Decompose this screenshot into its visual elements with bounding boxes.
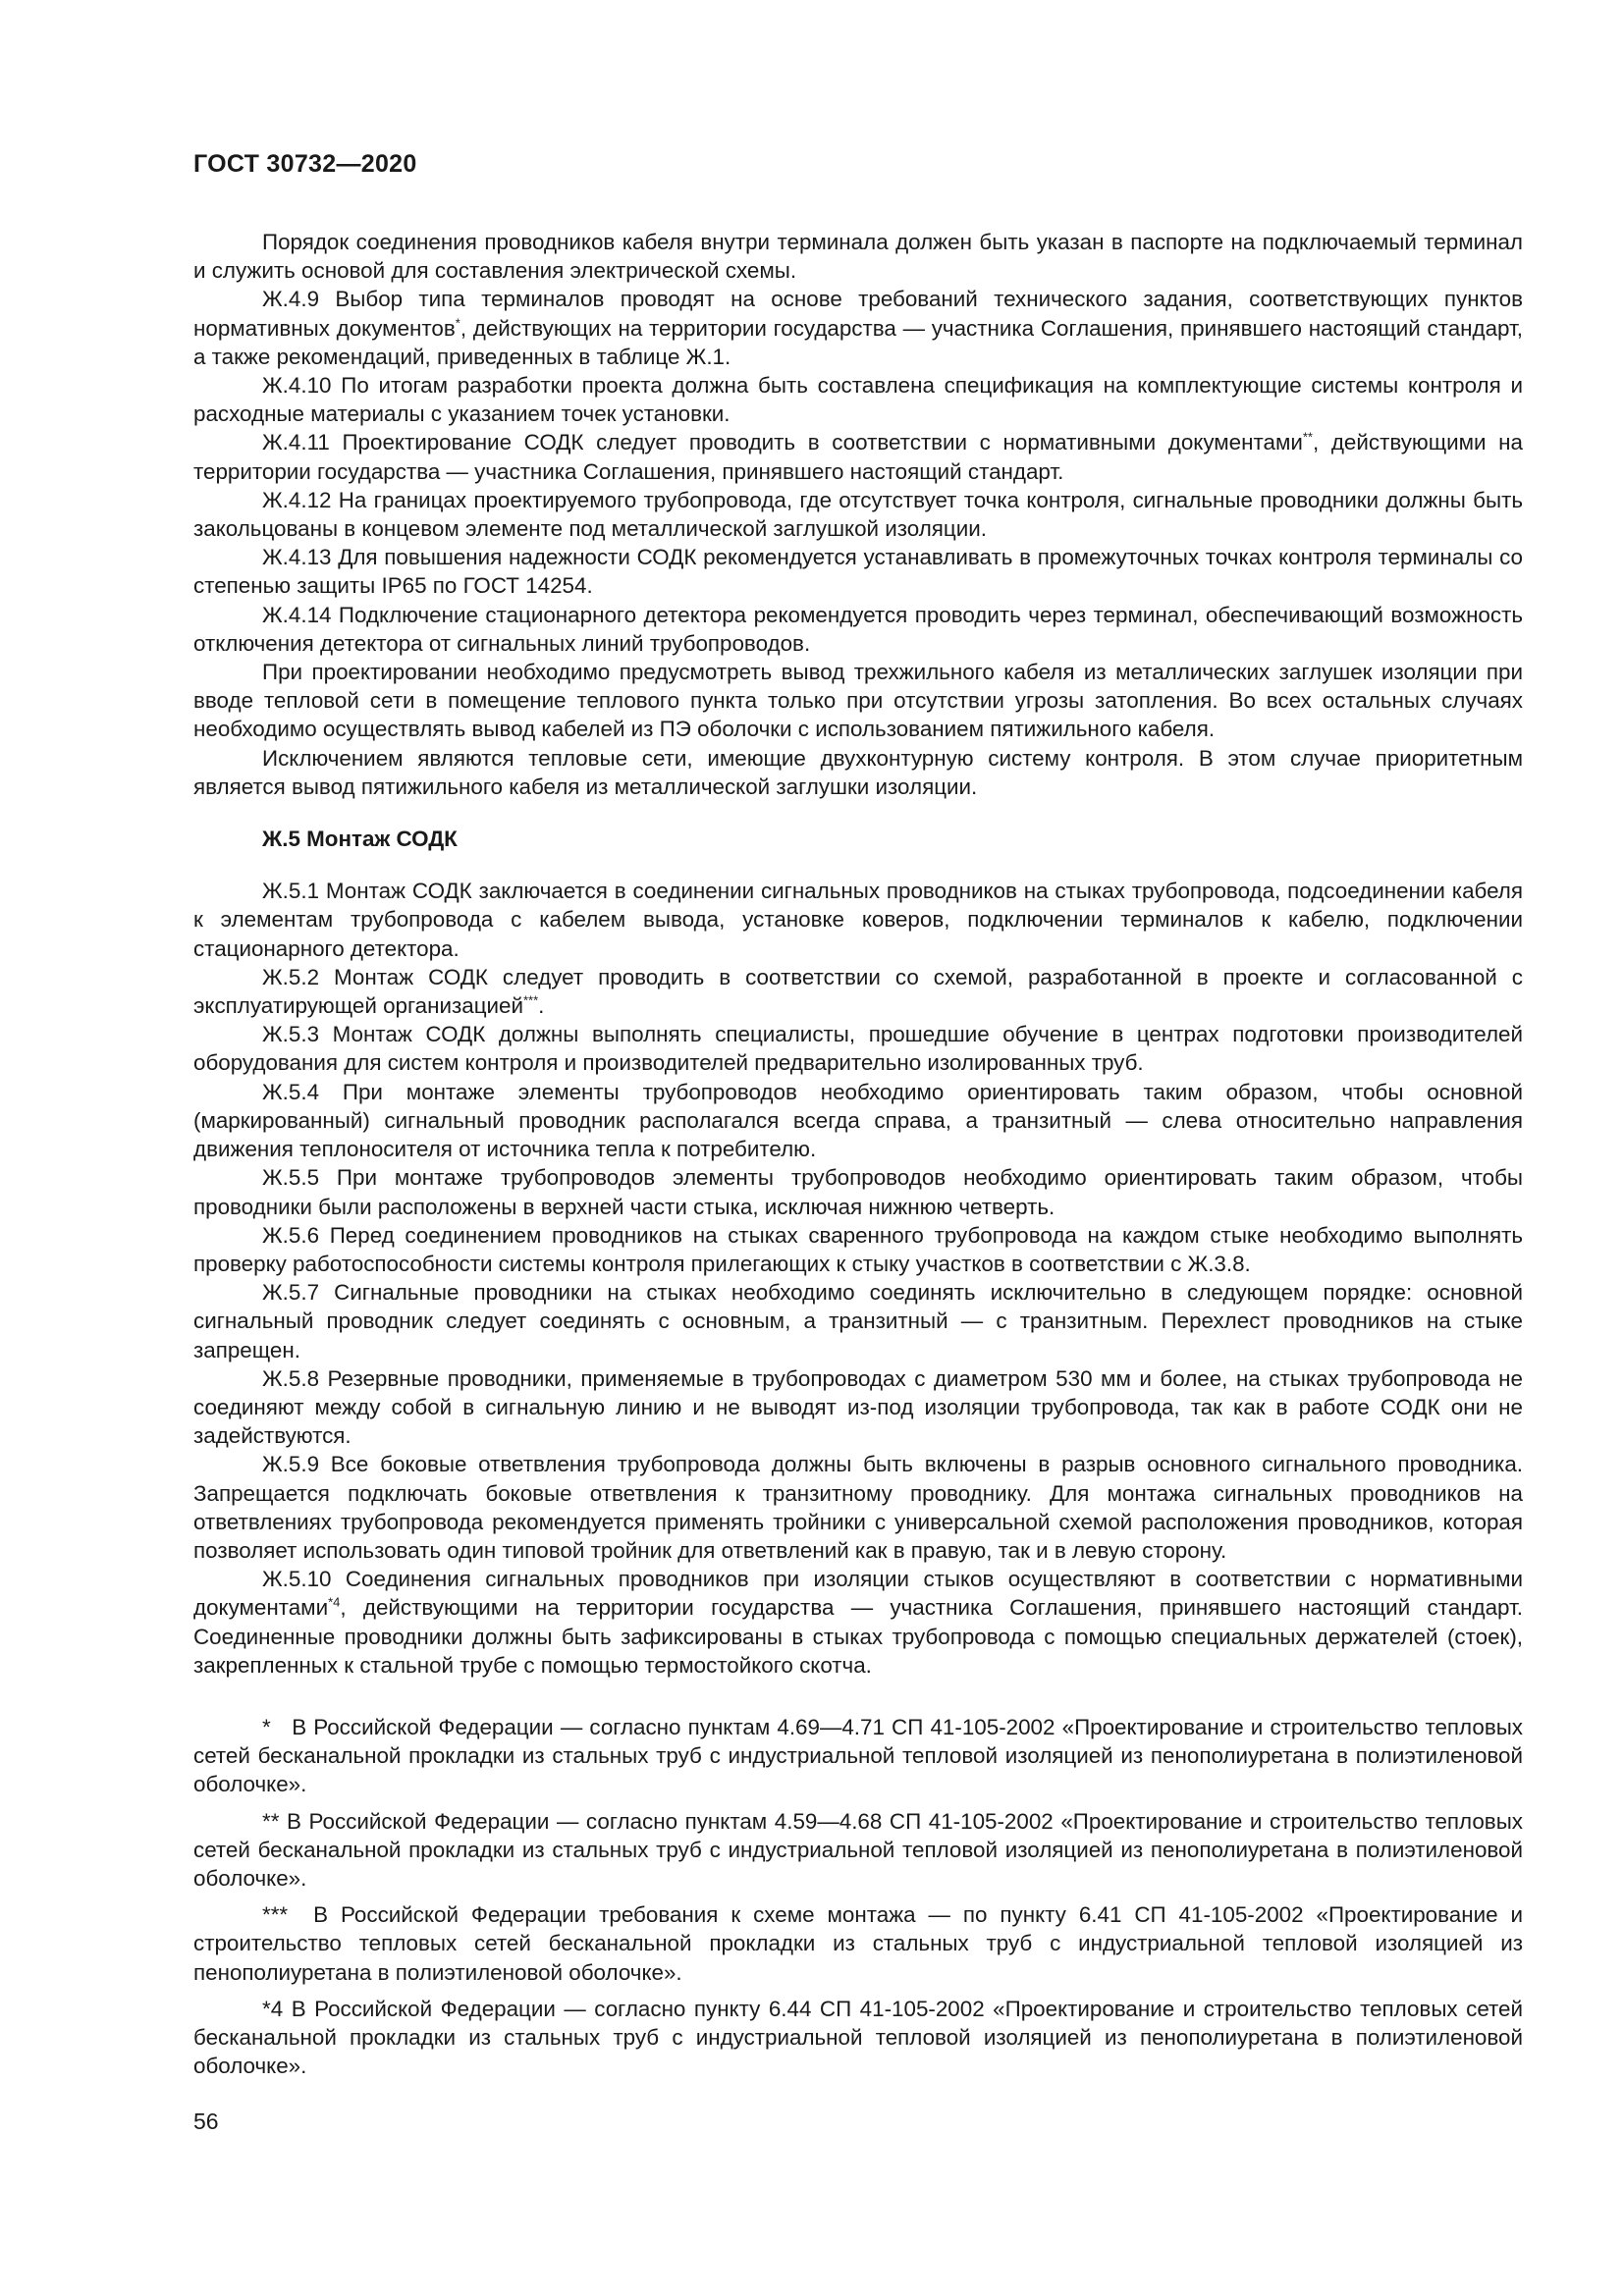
paragraph-terminal-wiring: Порядок соединения проводников кабеля внутри терминала должен быть указан в паспорте на подключаемый терминал и служить основой для составления электрической схемы. [193,230,1523,284]
footnote-mark: *** [262,1902,289,1928]
main-content [193,228,1523,1680]
paragraph-text: , действующих на территории государства — участника Соглашения, принявшего настоящий стандарт, а также рекомендаций, приведенных в таблице Ж.1. [193,315,1523,369]
paragraph-zh-5-2 [193,963,1523,1020]
footnote-ref: *4 [328,1594,341,1610]
paragraph-text: Ж.4.9 Выбор типа терминалов проводят на основе требований технического задания, соответствующих пунктов нормативных документов [193,287,1523,341]
paragraph-zh-5-9: Ж.5.9 Все боковые ответвления трубопровода должны быть включены в разрыв основного сигнального проводника. Запрещается подключать боковые ответвления к транзитному проводнику. Для монтажа сигнальных проводников на ответвлениях трубопровода рекомендуется применять тройники с универсальной схемой расположения проводников, которая позволяет использовать один типовой тройник для ответвлений как в правую, так и в левую сторону. [193,1452,1523,1563]
paragraph-zh-5-8: Ж.5.8 Резервные проводники, применяемые в трубопроводах с диаметром 530 мм и более, на стыках трубопровода не соединяют между собой в сигнальную линию и не выводят из-под изоляции трубопровода, так как в работе СОДК они не задействуются. [193,1365,1523,1449]
paragraph-zh-4-12: Ж.4.12 На границах проектируемого трубопровода, где отсутствует точка контроля, сигнальные проводники должны быть закольцованы в концевом элементе под металлической заглушкой изоляции. [193,487,1523,542]
paragraph-text: , действующими на территории государства — участника Соглашения, принявшего настоящий стандарт. [193,430,1524,484]
footnote-ref: ** [1302,429,1313,445]
paragraph-zh-5-4: Ж.5.4 При монтаже элементы трубопроводов необходимо ориентировать таким образом, чтобы основной (маркированный) сигнальный проводник располагался всегда справа, а транзитный — слева относительно направления движения теплоносителя от источника тепла к потребителю. [193,1079,1523,1162]
paragraph-zh-5-10 [193,1565,1523,1680]
document-header: ГОСТ 30732—2020 [193,150,417,178]
paragraph-zh-4-11 [193,428,1523,485]
footnote-text: В Российской Федерации требования к схеме монтажа — по пункту 6.41 СП 41-105-2002 «Проектирование и строительство тепловых сетей бесканальной прокладки из стальных труб с индустриальной тепловой изоляцией из пенополиуретана в полиэтиленовой оболочке». [193,1902,1524,1985]
page-number: 56 [193,2109,219,2134]
paragraph-zh-4-10: Ж.4.10 По итогам разработки проекта должна быть составлена спецификация на комплектующие системы контроля и расходные материалы с указанием точек установки. [193,373,1523,427]
paragraph-text: , действующими на территории государства — участника Соглашения, принявшего настоящий стандарт. Соединенные проводники должны быть зафиксированы в стыках трубопровода с помощью специальных держателей (стоек), закрепленных к стальной трубе с помощью термостойкого скотча. [193,1595,1523,1678]
footnote-4 [193,1995,1523,2081]
paragraph-zh-5-7: Ж.5.7 Сигнальные проводники на стыках необходимо соединять исключительно в следующем порядке: основной сигнальный проводник следует соединять с основным, а транзитный — с транзитным. Перехлест проводников на стыке запрещен. [193,1280,1523,1362]
paragraph-zh-4-14: Ж.4.14 Подключение стационарного детектора рекомендуется проводить через терминал, обеспечивающий возможность отключения детектора от сигнальных линий трубопроводов. [193,602,1523,656]
paragraph-zh-5-3: Ж.5.3 Монтаж СОДК должны выполнять специалисты, прошедшие обучение в центрах подготовки производителей оборудования для систем контроля и производителей предварительно изолированных труб. [193,1022,1523,1076]
footnote-text: В Российской Федерации — согласно пунктам 4.69—4.71 СП 41-105-2002 «Проектирование и строительство тепловых сетей бесканальной прокладки из стальных труб с индустриальной тепловой изоляцией из пенополиуретана в полиэтиленовой оболочке». [193,1715,1523,1797]
footnote-text: В Российской Федерации — согласно пунктам 4.59—4.68 СП 41-105-2002 «Проектирование и строительство тепловых сетей бесканальной прокладки из стальных труб с индустриальной тепловой изоляцией из пенополиуретана в полиэтиленовой оболочке». [193,1808,1523,1892]
paragraph-text: Ж.5.10 Соединения сигнальных проводников при изоляции стыков осуществляют в соответствии с нормативными документами [193,1567,1523,1621]
footnote-mark: ** [262,1808,280,1834]
paragraph-text: Ж.4.11 Проектирование СОДК следует проводить в соответствии с нормативными документами [262,430,1303,455]
footnote-2 [193,1807,1523,1894]
footnote-text: В Российской Федерации — согласно пункту 6.44 СП 41-105-2002 «Проектирование и строительство тепловых сетей бесканальной прокладки из стальных труб с индустриальной тепловой изоляцией из пенополиуретана в полиэтиленовой оболочке». [193,1996,1523,2079]
paragraph-zh-4-13: Ж.4.13 Для повышения надежности СОДК рекомендуется устанавливать в промежуточных точках контроля терминалы со степенью защиты IP65 по ГОСТ 14254. [193,545,1523,599]
paragraph-zh-5-6: Ж.5.6 Перед соединением проводников на стыках сваренного трубопровода на каждом стыке необходимо выполнять проверку работоспособности системы контроля прилегающих к стыку участков в соответствии с Ж.3.8. [193,1222,1523,1276]
paragraph-zh-5-5: Ж.5.5 При монтаже трубопроводов элементы трубопроводов необходимо ориентировать таким образом, чтобы проводники были расположены в верхней части стыка, исключая нижнюю четверть. [193,1165,1523,1219]
paragraph-zh-5-1: Ж.5.1 Монтаж СОДК заключается в соединении сигнальных проводников на стыках трубопровода, подсоединении кабеля к элементам трубопровода с кабелем вывода, установке коверов, подключении терминалов к кабелю, подключении стационарного детектора. [193,879,1523,961]
paragraph-text: Ж.5.2 Монтаж СОДК следует проводить в соответствии со схемой, разработанной в проекте и согласованной с эксплуатирующей организацией [193,964,1523,1019]
footnote-mark: *4 [262,1996,284,2021]
section-heading: Ж.5 Монтаж СОДК [262,827,458,852]
footnote-3 [193,1900,1523,1987]
paragraph-exception: Исключением являются тепловые сети, имеющие двухконтурную систему контроля. В этом случае приоритетным является вывод пятижильного кабеля из металлической заглушки изоляции. [193,745,1523,799]
paragraph-zh-4-9 [193,285,1523,371]
paragraph-cable-output: При проектировании необходимо предусмотреть вывод трехжильного кабеля из металлических заглушек изоляции при вводе тепловой сети в помещение теплового пункта только при отсутствии угрозы затопления. Во всех остальных случаях необходимо осуществлять вывод кабелей из ПЭ оболочки с использованием пятижильного кабеля. [193,660,1523,742]
footnote-ref: * [455,315,460,331]
footnote-1 [193,1713,1523,1799]
paragraph-text: . [538,993,545,1019]
footnotes [193,1713,1523,2088]
footnote-mark: * [262,1715,271,1739]
footnote-ref: *** [522,992,539,1008]
